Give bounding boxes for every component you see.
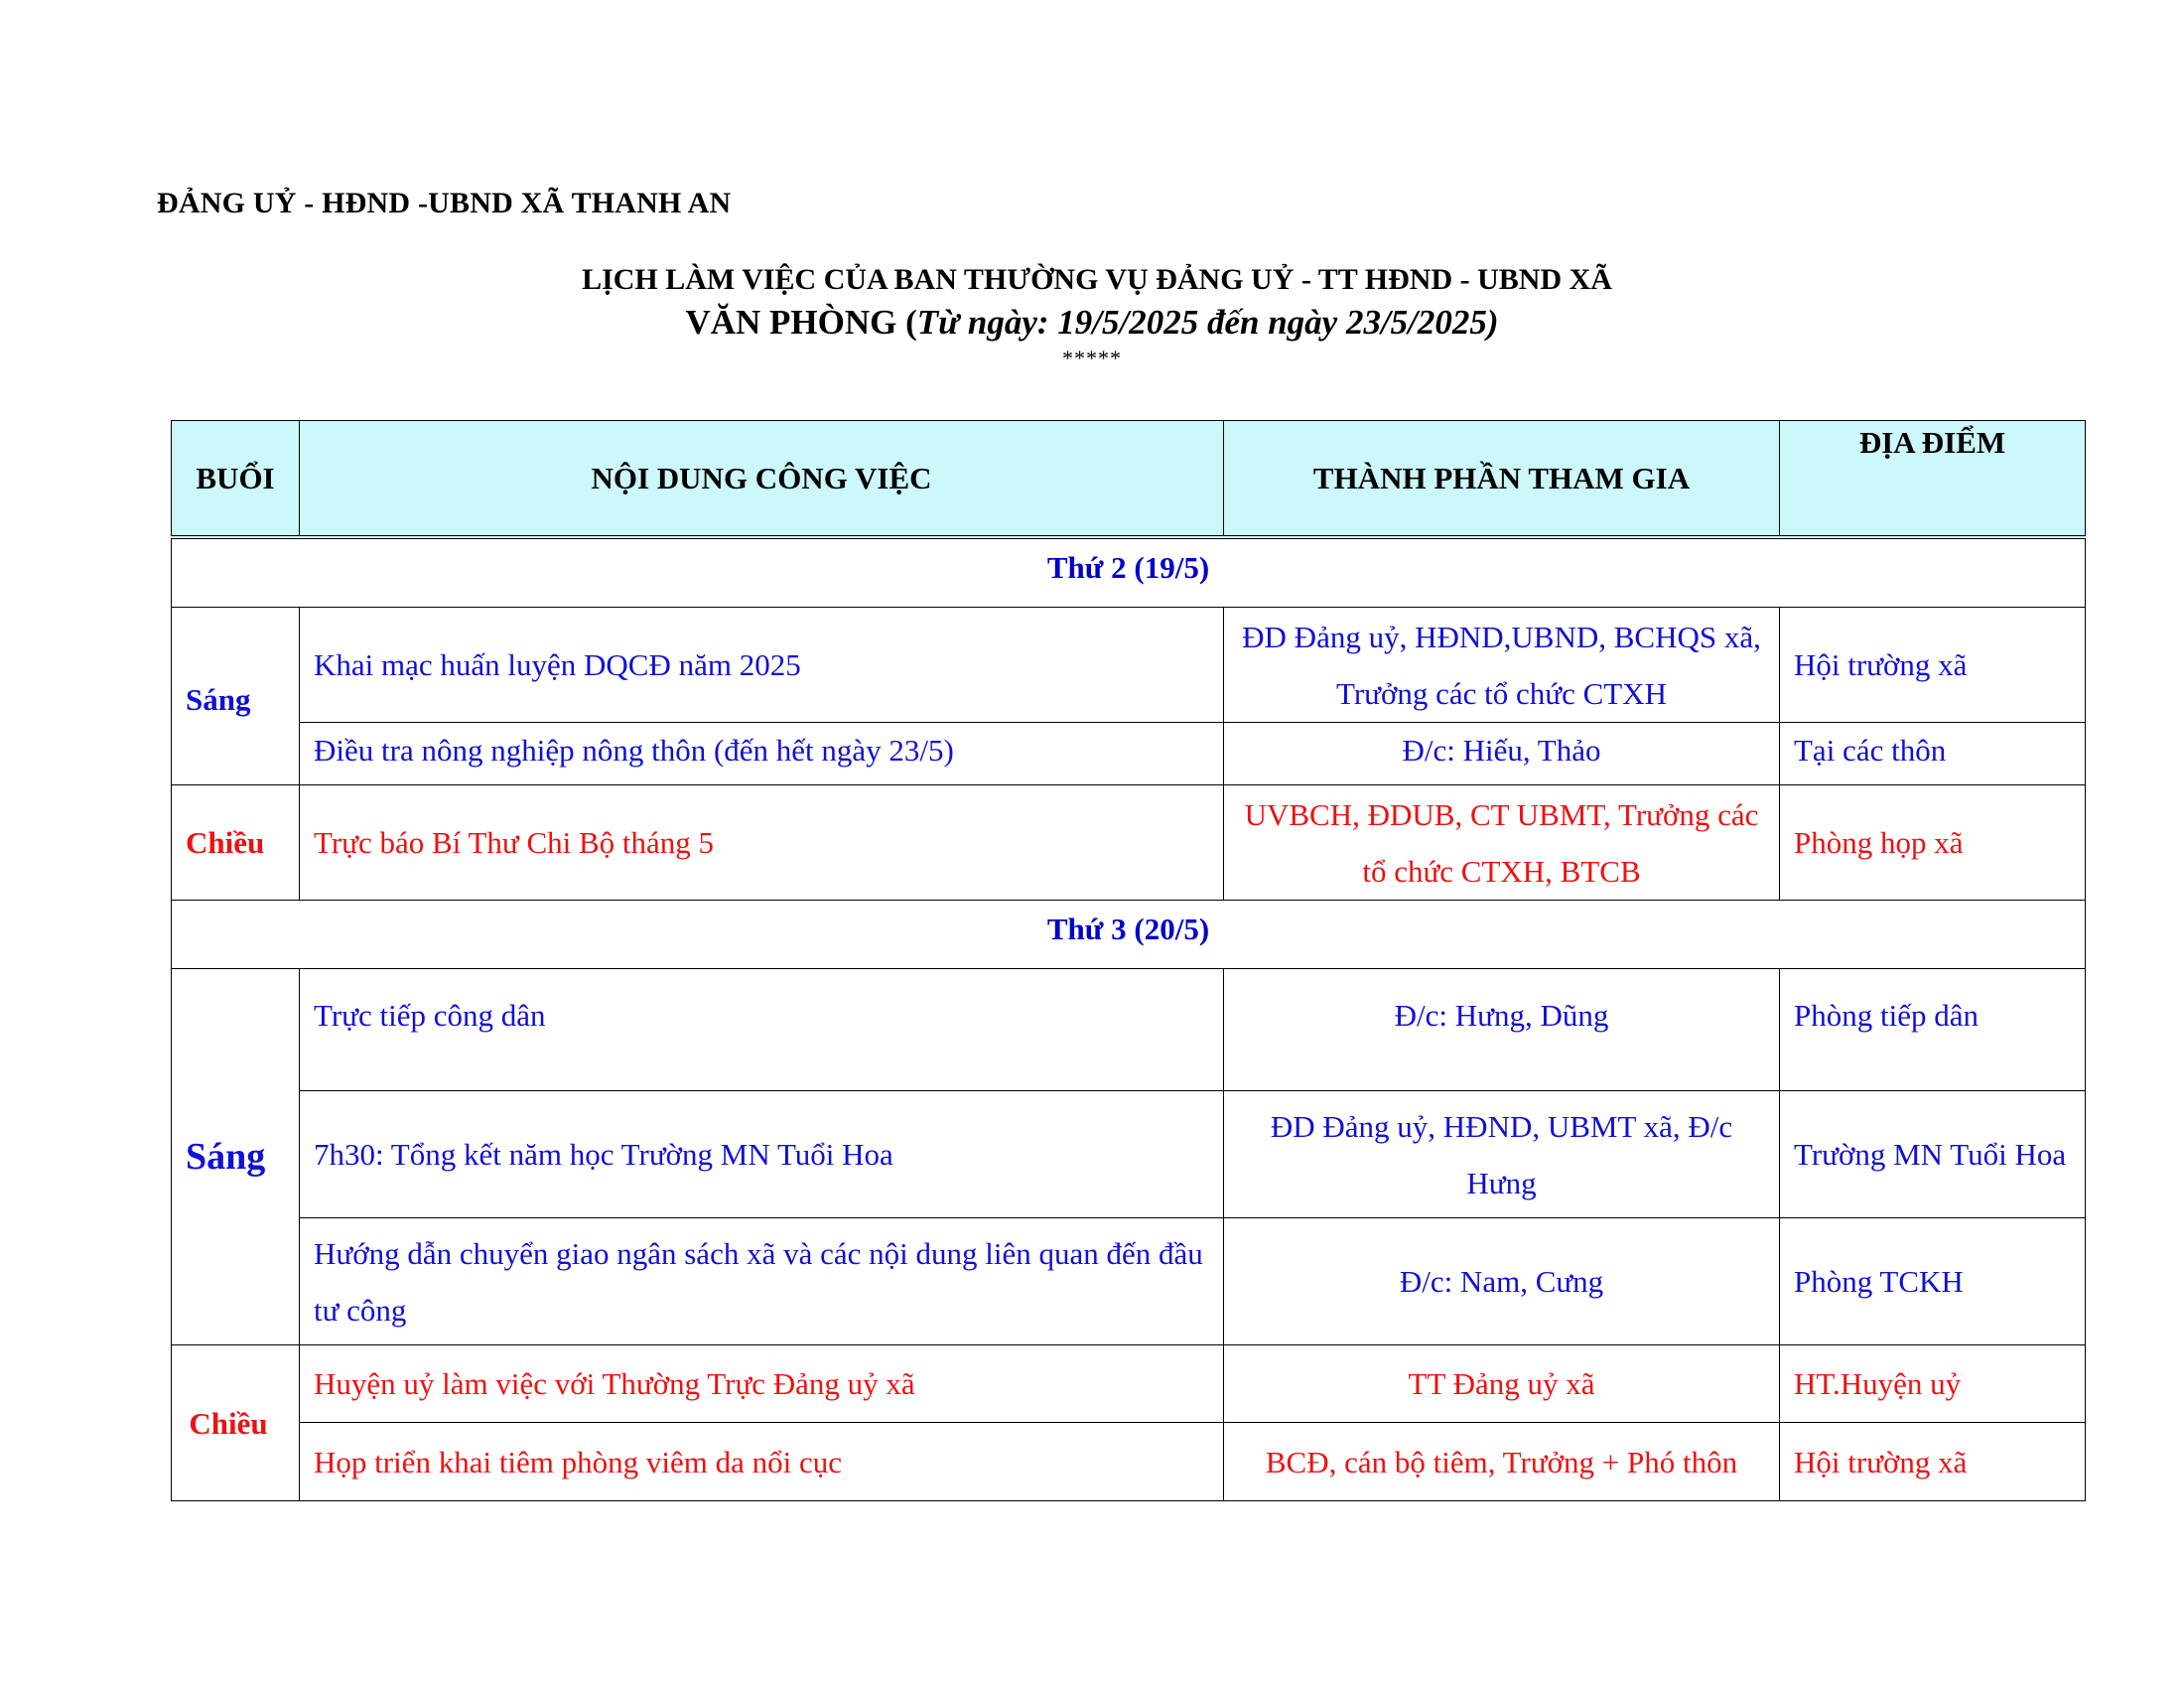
date-range: Từ ngày: 19/5/2025 đến ngày 23/5/2025) [916, 303, 1499, 342]
task-location: Hội trường xã [1780, 1423, 2086, 1501]
task-content: Huyện uỷ làm việc với Thường Trực Đảng uỷ xã [300, 1345, 1224, 1423]
task-location: Hội trường xã [1780, 608, 2086, 723]
schedule-subtitle [0, 303, 2184, 343]
subtitle-prefix: VĂN PHÒNG ( [685, 303, 917, 342]
table-row [172, 1091, 2086, 1218]
table-row [172, 1423, 2086, 1501]
task-location: Trường MN Tuổi Hoa [1780, 1091, 2086, 1218]
organization-name: ĐẢNG UỶ - HĐND -UBND XÃ THANH AN [157, 187, 732, 219]
task-location: Phòng tiếp dân [1780, 969, 2086, 1091]
task-participants: Đ/c: Hưng, Dũng [1224, 969, 1780, 1091]
day-row [172, 901, 2086, 969]
table-row [172, 785, 2086, 901]
task-content: Hướng dẫn chuyển giao ngân sách xã và các nội dung liên quan đến đầu tư công [300, 1218, 1224, 1345]
decorative-stars: ***** [1062, 346, 1122, 370]
table-row [172, 969, 2086, 1091]
column-header-participants: THÀNH PHẦN THAM GIA [1224, 421, 1780, 538]
table-row [172, 608, 2086, 723]
session-label: Sáng [172, 608, 300, 785]
task-participants: Đ/c: Nam, Cưng [1224, 1218, 1780, 1345]
task-content: Trực báo Bí Thư Chi Bộ tháng 5 [300, 785, 1224, 901]
task-participants: TT Đảng uỷ xã [1224, 1345, 1780, 1423]
session-label: Sáng [172, 969, 300, 1345]
task-participants: UVBCH, ĐDUB, CT UBMT, Trưởng các tổ chức CTXH, BTCB [1224, 785, 1780, 901]
day-label: Thứ 3 (20/5) [172, 901, 2086, 969]
session-label: Chiều [172, 785, 300, 901]
table-header-row [172, 421, 2086, 538]
task-content: Điều tra nông nghiệp nông thôn (đến hết ngày 23/5) [300, 723, 1224, 785]
task-content: Họp triển khai tiêm phòng viêm da nổi cục [300, 1423, 1224, 1501]
task-participants: ĐD Đảng uỷ, HĐND,UBND, BCHQS xã, Trưởng các tổ chức CTXH [1224, 608, 1780, 723]
task-participants: BCĐ, cán bộ tiêm, Trưởng + Phó thôn [1224, 1423, 1780, 1501]
task-participants: Đ/c: Hiếu, Thảo [1224, 723, 1780, 785]
schedule-table [171, 420, 2086, 1501]
table-row [172, 1345, 2086, 1423]
column-header-location: ĐỊA ĐIỂM [1780, 421, 2086, 538]
column-header-session: BUỔI [172, 421, 300, 538]
table-row [172, 1218, 2086, 1345]
table-row [172, 723, 2086, 785]
task-location: Phòng TCKH [1780, 1218, 2086, 1345]
task-content: Khai mạc huấn luyện DQCĐ năm 2025 [300, 608, 1224, 723]
schedule-title: LỊCH LÀM VIỆC CỦA BAN THƯỜNG VỤ ĐẢNG UỶ - TT HĐND - UBND XÃ [582, 263, 1612, 296]
task-content: Trực tiếp công dân [300, 969, 1224, 1091]
task-location: Phòng họp xã [1780, 785, 2086, 901]
session-label: Chiều [172, 1345, 300, 1501]
task-content: 7h30: Tổng kết năm học Trường MN Tuổi Hoa [300, 1091, 1224, 1218]
task-participants: ĐD Đảng uỷ, HĐND, UBMT xã, Đ/c Hưng [1224, 1091, 1780, 1218]
day-row [172, 537, 2086, 608]
task-location: Tại các thôn [1780, 723, 2086, 785]
day-label: Thứ 2 (19/5) [172, 537, 2086, 608]
task-location: HT.Huyện uỷ [1780, 1345, 2086, 1423]
column-header-content: NỘI DUNG CÔNG VIỆC [300, 421, 1224, 538]
